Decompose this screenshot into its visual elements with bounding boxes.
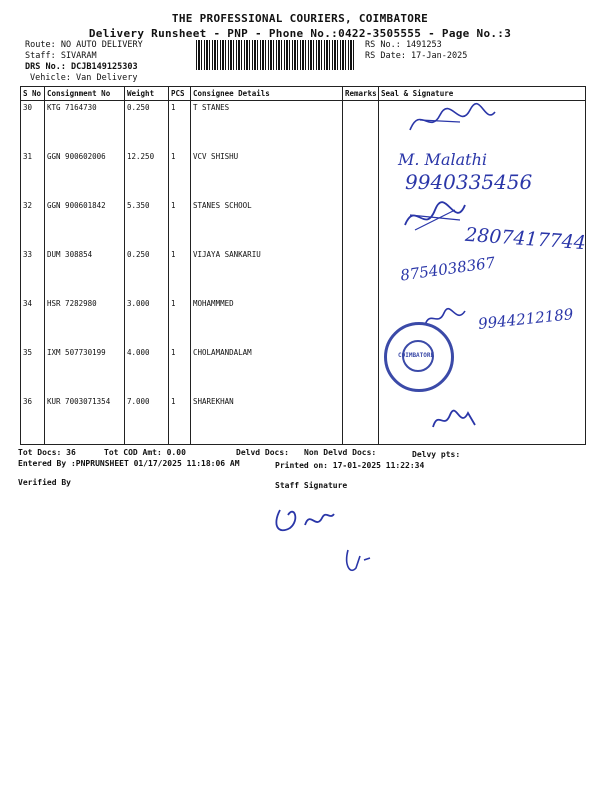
runsheet-subtitle: Delivery Runsheet - PNP - Phone No.:0422-3505555 - Page No.:3 [88, 27, 512, 40]
staff-text: Staff: SIVARAM [25, 51, 97, 61]
sno-cell: 30 [21, 101, 45, 151]
signature-scribble [430, 405, 480, 435]
col-consignee: Consignee Details [191, 87, 343, 101]
consignee-cell: STANES SCHOOL [191, 199, 343, 248]
pcs-cell: 1 [169, 150, 191, 199]
tot-docs: Tot Docs: 36 [18, 448, 76, 457]
weight-cell: 3.000 [125, 297, 169, 346]
weight-cell: 4.000 [125, 346, 169, 395]
sno-cell: 35 [21, 346, 45, 395]
consignment-cell: HSR 7282980 [45, 297, 125, 346]
weight-cell: 0.250 [125, 101, 169, 151]
consignee-cell: VCV SHISHU [191, 150, 343, 199]
col-weight: Weight [125, 87, 169, 101]
table-row [21, 248, 586, 297]
remarks-cell [343, 150, 379, 199]
signature-scribble [400, 190, 470, 240]
col-remarks: Remarks [343, 87, 379, 101]
handwritten-name: M. Malathi [398, 150, 487, 169]
delvd-docs: Delvd Docs: [236, 448, 289, 457]
drs-number: DRS No.: DCJB149125303 [25, 62, 138, 72]
sno-cell: 31 [21, 150, 45, 199]
pcs-cell: 1 [169, 101, 191, 151]
remarks-cell [343, 395, 379, 445]
weight-cell: 12.250 [125, 150, 169, 199]
printed-on: Printed on: 17-01-2025 11:22:34 [275, 461, 425, 470]
pcs-cell: 1 [169, 297, 191, 346]
remarks-cell [343, 248, 379, 297]
consignee-cell: MOHAMMMED [191, 297, 343, 346]
weight-cell: 7.000 [125, 395, 169, 445]
route-text: Route: NO AUTO DELIVERY [25, 40, 143, 50]
pcs-cell: 1 [169, 395, 191, 445]
consignee-cell: VIJAYA SANKARIU [191, 248, 343, 297]
barcode [196, 40, 356, 70]
tot-cod-amt: Tot COD Amt: 0.00 [104, 448, 186, 457]
weight-cell: 5.350 [125, 199, 169, 248]
signature-scribble [400, 100, 500, 140]
sno-cell: 33 [21, 248, 45, 297]
table-row [21, 101, 586, 151]
pcs-cell: 1 [169, 248, 191, 297]
consignee-cell: T STANES [191, 101, 343, 151]
handwritten-phone: 2807417744 [464, 223, 587, 255]
sno-cell: 34 [21, 297, 45, 346]
consignment-cell: KUR 7003071354 [45, 395, 125, 445]
remarks-cell [343, 346, 379, 395]
weight-cell: 0.250 [125, 248, 169, 297]
vehicle-text: Vehicle: Van Delivery [30, 73, 138, 83]
remarks-cell [343, 199, 379, 248]
consignee-cell: SHAREKHAN [191, 395, 343, 445]
runsheet-table [20, 86, 586, 445]
delvy-pts: Delvy pts: [412, 450, 461, 459]
rs-date: RS Date: 17-Jan-2025 [365, 51, 468, 61]
consignment-cell: GGN 900602006 [45, 150, 125, 199]
table-header-row [21, 87, 586, 101]
consignment-cell: GGN 900601842 [45, 199, 125, 248]
company-title: THE PROFESSIONAL COURIERS, COIMBATORE [171, 12, 429, 25]
seal-text: COIMBATORE [398, 352, 435, 359]
table-row [21, 395, 586, 445]
sno-cell: 36 [21, 395, 45, 445]
consignment-cell: KTG 7164730 [45, 101, 125, 151]
col-consignment: Consignment No [45, 87, 125, 101]
handwritten-phone: 9944212189 [477, 305, 575, 333]
col-pcs: PCS [169, 87, 191, 101]
remarks-cell [343, 297, 379, 346]
consignee-cell: CHOLAMANDALAM [191, 346, 343, 395]
table-row [21, 346, 586, 395]
pcs-cell: 1 [169, 346, 191, 395]
rs-number: RS No.: 1491253 [365, 40, 442, 50]
verified-by: Verified By [18, 478, 71, 487]
consignment-cell: DUM 308854 [45, 248, 125, 297]
pcs-cell: 1 [169, 199, 191, 248]
col-sno: S No [21, 87, 45, 101]
handwritten-phone: 8754038367 [399, 253, 497, 285]
signature-cell [379, 395, 586, 445]
sno-cell: 32 [21, 199, 45, 248]
col-seal-signature: Seal & Signature [379, 87, 586, 101]
staff-signature-label: Staff Signature [275, 481, 348, 490]
staff-signature [270, 490, 390, 590]
handwritten-phone: 9940335456 [405, 170, 533, 194]
non-delvd-docs: Non Delvd Docs: [304, 448, 377, 457]
remarks-cell [343, 101, 379, 151]
consignment-cell: IXM 507730199 [45, 346, 125, 395]
entered-by: Entered By :PNPRUNSHEET 01/17/2025 11:18:06 AM [18, 459, 240, 468]
